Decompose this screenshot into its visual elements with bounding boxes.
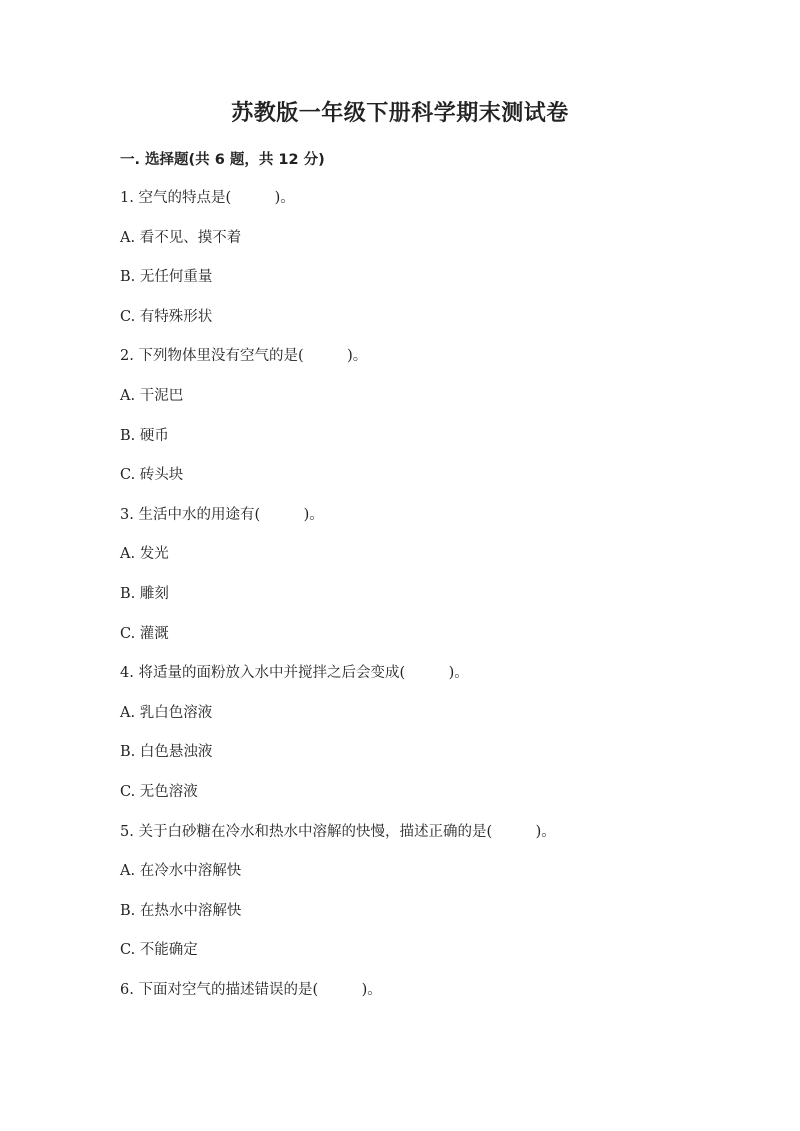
section-heading: 一. 选择题(共 6 题，共 12 分): [120, 152, 325, 168]
question-stem: 2. 下列物体里没有空气的是( )。: [120, 348, 368, 365]
question-option: A. 看不见、摸不着: [120, 229, 242, 246]
page-title: 苏教版一年级下册科学期末测试卷: [231, 100, 569, 126]
question-stem: 1. 空气的特点是( )。: [120, 190, 295, 206]
question-option: C. 不能确定: [120, 942, 198, 959]
question-stem: 6. 下面对空气的描述错误的是( )。: [120, 981, 382, 998]
question-option: B. 白色悬浊液: [120, 744, 213, 761]
question-stem: 5. 关于白砂糖在冷水和热水中溶解的快慢，描述正确的是( )。: [120, 823, 556, 840]
question-option: B. 无任何重量: [120, 269, 213, 286]
question-stem: 4. 将适量的面粉放入水中并搅拌之后会变成( )。: [120, 665, 469, 682]
question-option: A. 发光: [120, 546, 169, 563]
question-option: B. 雕刻: [120, 585, 169, 602]
question-option: C. 灌溉: [120, 625, 169, 642]
question-option: A. 干泥巴: [120, 387, 184, 404]
question-list: [120, 188, 720, 1019]
question-option: C. 无色溶液: [120, 783, 198, 800]
question-option: A. 在冷水中溶解快: [120, 863, 242, 880]
question-option: C. 有特殊形状: [120, 308, 213, 325]
question-stem: 3. 生活中水的用途有( )。: [120, 506, 324, 523]
question-option: B. 在热水中溶解快: [120, 902, 242, 919]
question-option: C. 砖头块: [120, 467, 184, 484]
question-option: B. 硬币: [120, 427, 169, 444]
question-option: A. 乳白色溶液: [120, 704, 213, 721]
